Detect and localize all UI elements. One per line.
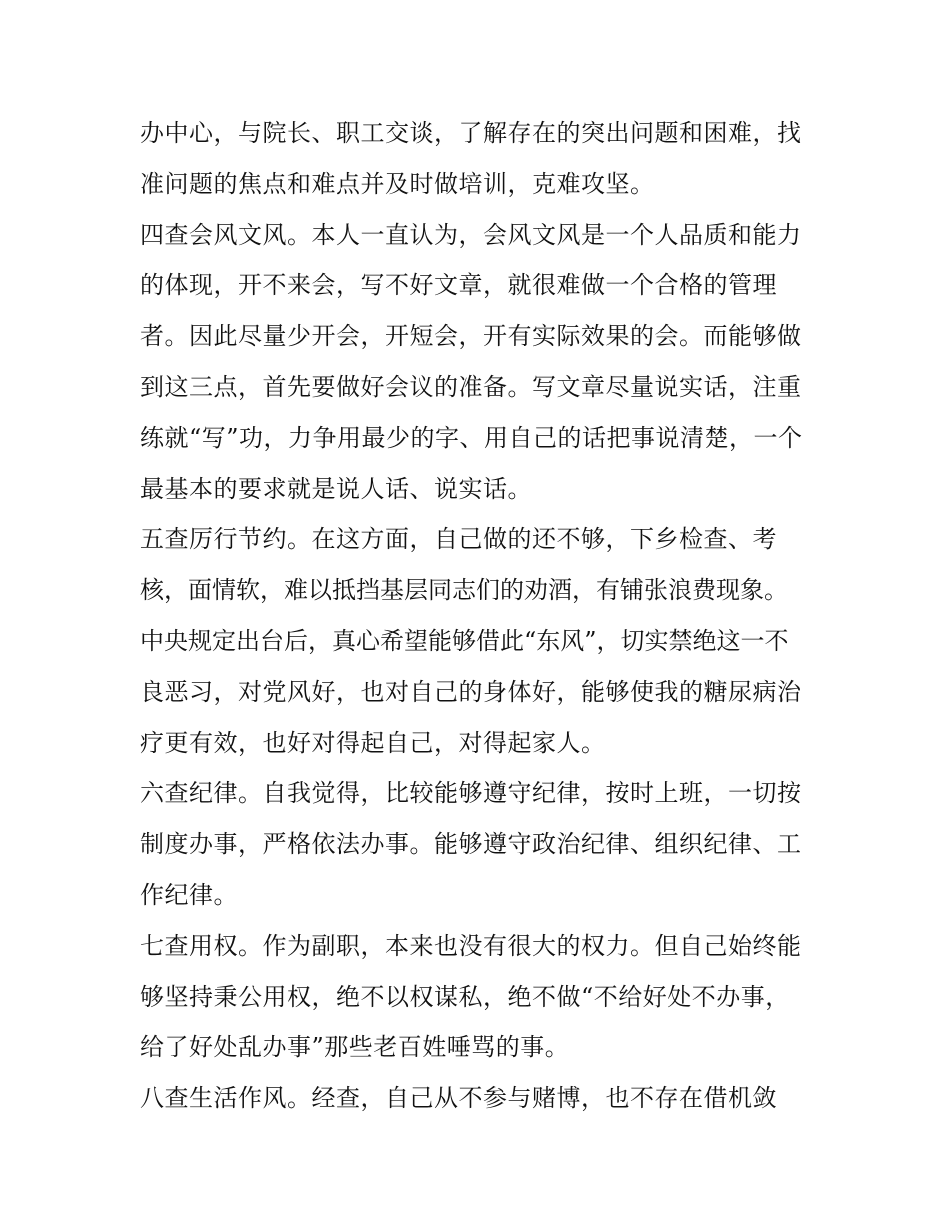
paragraph-heading-line: 八查生活作风。经查，自己从不参与赌博，也不存在借机敛 [140, 1084, 777, 1113]
text-line: 者。因此尽量少开会，开短会，开有实际效果的会。而能够做 [140, 322, 802, 351]
paragraph-heading-line: 四查会风文风。本人一直认为，会风文风是一个人品质和能力 [140, 220, 802, 249]
text-line: 作纪律。 [140, 880, 238, 909]
text-line: 给了好处乱办事”那些老百姓唾骂的事。 [140, 1033, 570, 1062]
text-line: 最基本的要求就是说人话、说实话。 [140, 474, 532, 503]
paragraph-heading-line: 七查用权。作为副职，本来也没有很大的权力。但自己始终能 [140, 931, 802, 960]
text-line: 的体现，开不来会，写不好文章，就很难做一个合格的管理 [140, 271, 777, 300]
paragraph-heading-line: 五查厉行节约。在这方面，自己做的还不够，下乡检查、考 [140, 525, 777, 554]
paragraph-heading-line: 六查纪律。自我觉得，比较能够遵守纪律，按时上班，一切按 [140, 779, 802, 808]
text-line: 办中心，与院长、职工交谈，了解存在的突出问题和困难，找 [140, 119, 802, 147]
text-line: 疗更有效，也好对得起自己，对得起家人。 [140, 728, 606, 757]
document-body [140, 108, 820, 1124]
text-line: 良恶习，对党风好，也对自己的身体好，能够使我的糖尿病治 [140, 677, 802, 706]
text-line: 中央规定出台后，真心希望能够借此“东风”，切实禁绝这一不 [140, 626, 789, 655]
text-line: 到这三点，首先要做好会议的准备。写文章尽量说实话，注重 [140, 372, 802, 401]
text-line: 核，面情软，难以抵挡基层同志们的劝酒，有铺张浪费现象。 [140, 576, 788, 605]
text-line: 够坚持秉公用权，绝不以权谋私，绝不做“不给好处不办事， [140, 982, 790, 1011]
text-line: 制度办事，严格依法办事。能够遵守政治纪律、组织纪律、工 [140, 830, 802, 859]
text-line: 准问题的焦点和难点并及时做培训，克难攻坚。 [140, 169, 655, 198]
text-line: 练就“写”功，力争用最少的字、用自己的话把事说清楚，一个 [140, 423, 803, 452]
